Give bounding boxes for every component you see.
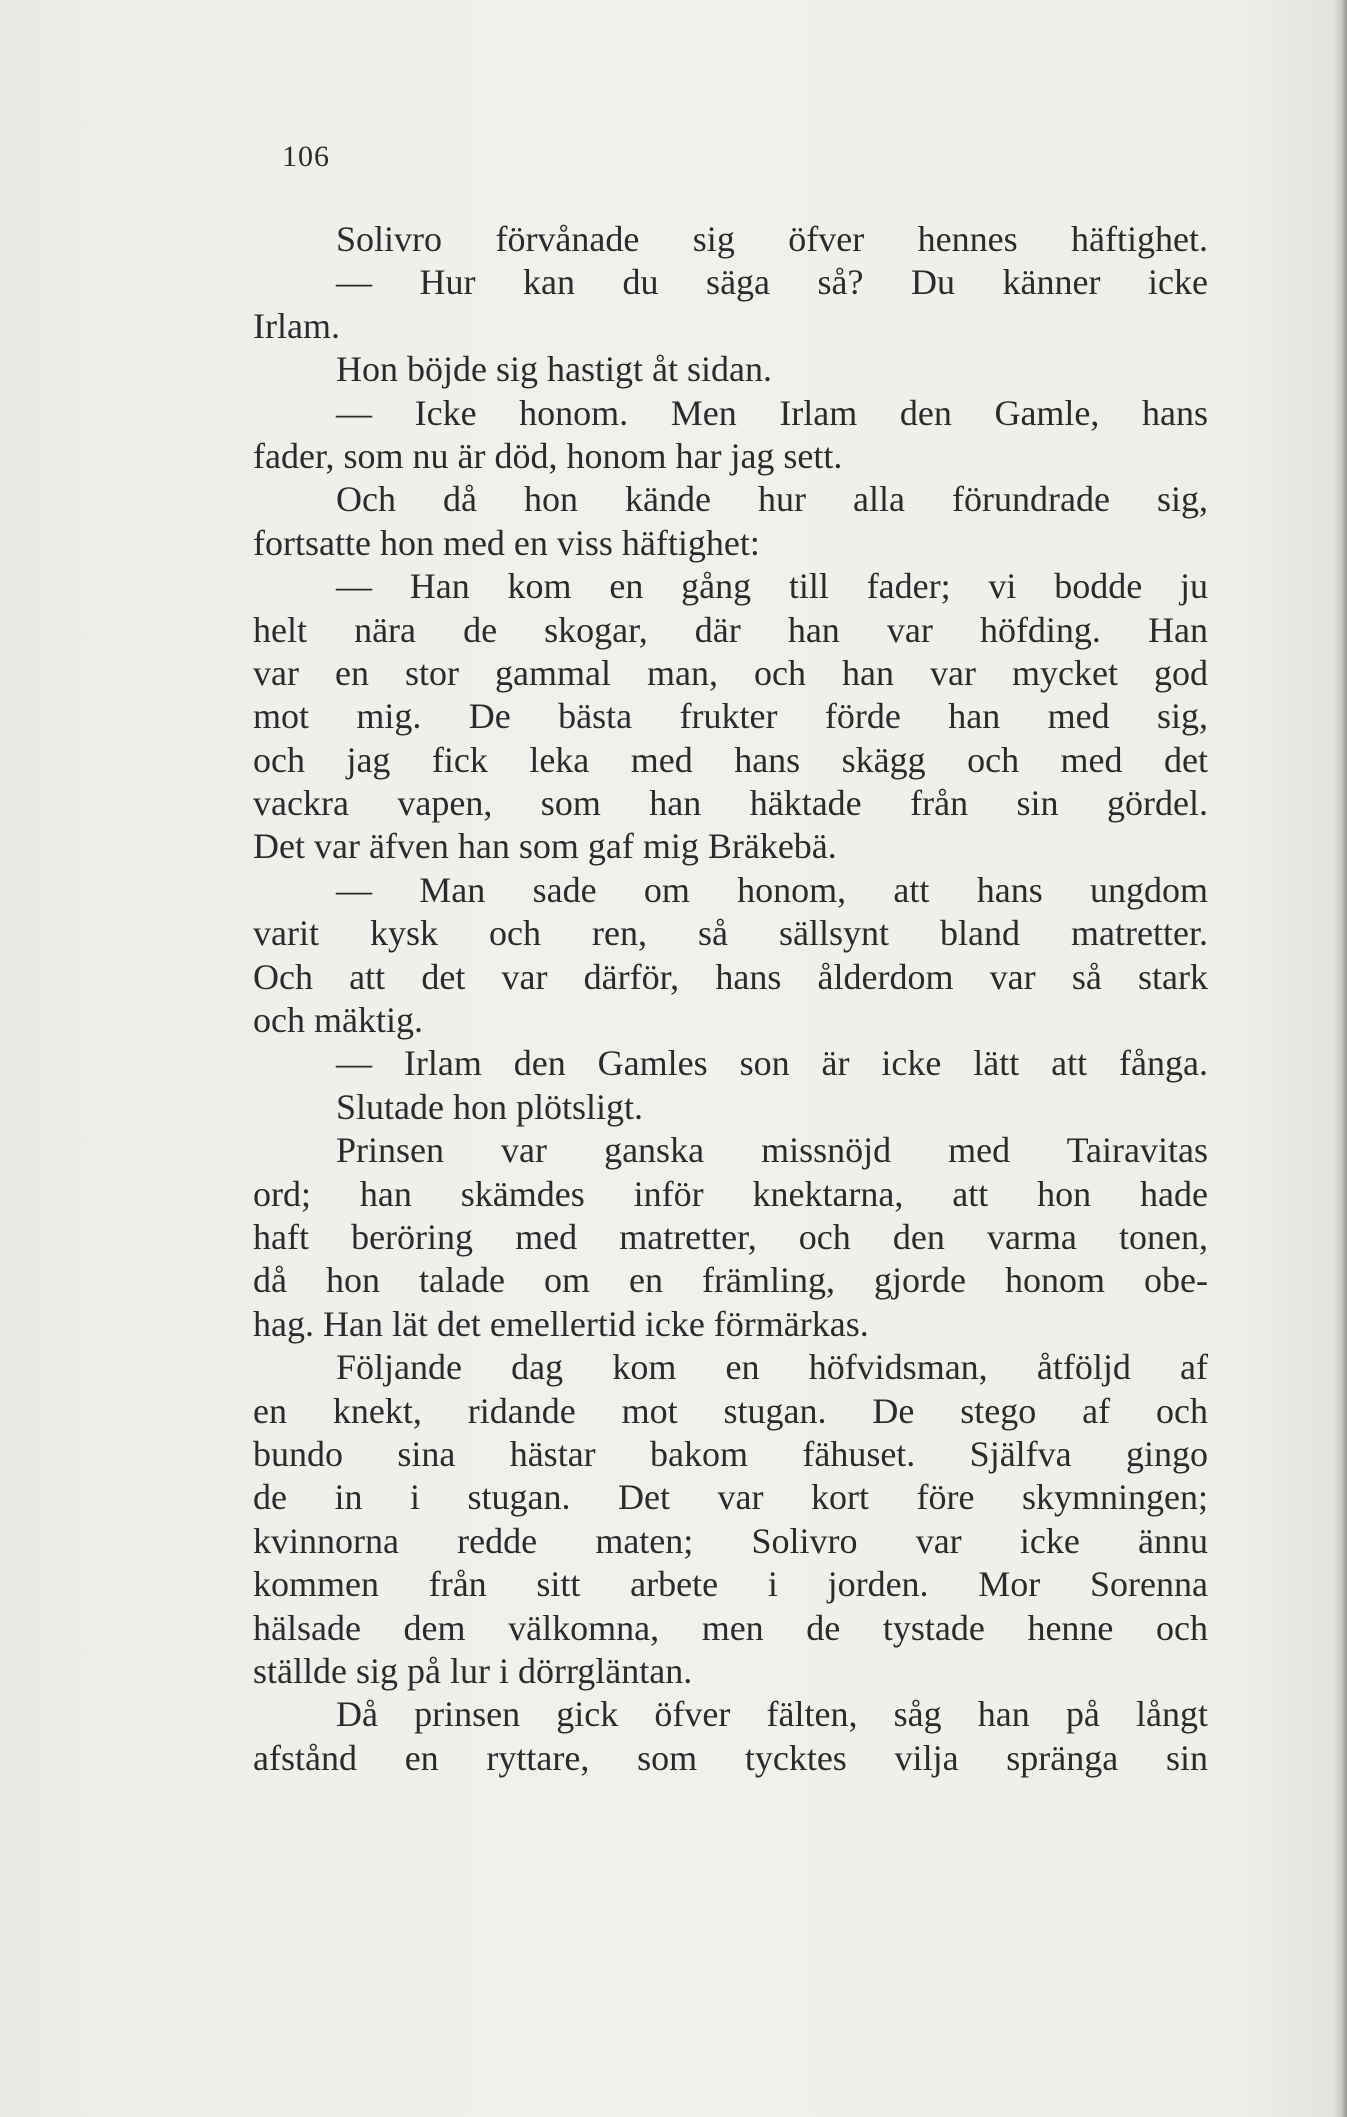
text-line: helt nära de skogar, där han var höfding. Han [253,609,1208,650]
text-line: — Icke honom. Men Irlam den Gamle, hans [336,392,1208,433]
text-line: då hon talade om en främling, gjorde honom obe- [253,1260,1208,1301]
page-edge-shadow [1333,0,1347,2117]
text-line: kvinnorna redde maten; Solivro var icke ännu [253,1520,1208,1561]
text-line: — Irlam den Gamles son är icke lätt att fånga. [336,1043,1208,1084]
text-line: och mäktig. [253,1000,423,1041]
text-line: Följande dag kom en höfvidsman, åtföljd af [336,1347,1208,1388]
text-line: kommen från sitt arbete i jorden. Mor Sorenna [253,1564,1208,1605]
text-line: Och att det var därför, hans ålderdom var så stark [253,956,1208,997]
text-line: hälsade dem välkomna, men de tystade henne och [253,1607,1208,1648]
text-line: hag. Han lät det emellertid icke förmärkas. [253,1303,869,1344]
text-line: bundo sina hästar bakom fähuset. Själfva gingo [253,1433,1208,1474]
text-line: de in i stugan. Det var kort före skymningen; [253,1477,1208,1518]
text-line: — Han kom en gång till fader; vi bodde ju [336,566,1208,607]
text-line: ord; han skämdes inför knektarna, att hon hade [253,1173,1208,1214]
text-line: varit kysk och ren, så sällsynt bland matretter. [253,913,1208,954]
text-line: afstånd en ryttare, som tycktes vilja spränga sin [253,1737,1208,1778]
text-line: en knekt, ridande mot stugan. De stego af och [253,1390,1208,1431]
text-line: Solivro förvånade sig öfver hennes häftighet. [336,219,1208,259]
text-line: Det var äfven han som gaf mig Bräkebä. [253,826,837,867]
text-line: haft beröring med matretter, och den varma tonen, [253,1216,1208,1257]
text-line: vackra vapen, som han häktade från sin gördel. [253,783,1208,824]
text-line: fader, som nu är död, honom har jag sett. [253,435,843,476]
text-line: Slutade hon plötsligt. [336,1086,644,1127]
text-line: och jag fick leka med hans skägg och med det [253,739,1208,780]
text-line: — Man sade om honom, att hans ungdom [336,869,1208,910]
text-line: Och då hon kände hur alla förundrade sig, [336,479,1208,520]
text-line: ställde sig på lur i dörrgläntan. [253,1650,693,1691]
text-line: var en stor gammal man, och han var mycket god [253,652,1208,693]
text-line: mot mig. De bästa frukter förde han med sig, [253,696,1208,737]
page-number: 106 [282,140,330,173]
text-line: Hon böjde sig hastigt åt sidan. [336,349,772,390]
text-line: fortsatte hon med en viss häftighet: [253,522,760,563]
text-line: Då prinsen gick öfver fälten, såg han på långt [336,1694,1208,1735]
text-line: Irlam. [253,305,340,346]
text-line: — Hur kan du säga så? Du känner icke [336,262,1208,303]
text-line: Prinsen var ganska missnöjd med Tairavitas [336,1130,1208,1171]
body-text [253,218,1208,1780]
